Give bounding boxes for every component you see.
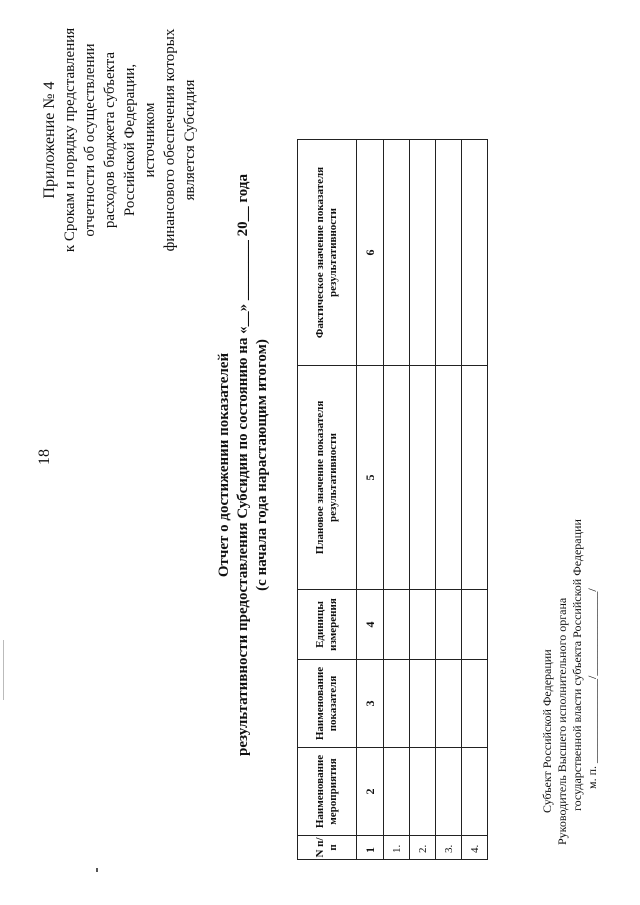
row-number: 3. — [436, 836, 462, 860]
table-cell — [436, 748, 462, 836]
report-title — [215, 155, 272, 775]
table-cell — [384, 140, 410, 366]
page-number: 18 — [36, 449, 53, 465]
column-number: 1 — [357, 836, 384, 860]
appendix-title: Приложение № 4 — [41, 81, 58, 199]
appendix-line: отчетности об осуществлении — [82, 43, 98, 237]
appendix-line: расходов бюджета субъекта — [102, 51, 118, 229]
signature-block — [540, 285, 600, 845]
table-cell — [462, 590, 488, 660]
table-row — [384, 140, 410, 860]
column-number: 5 — [357, 366, 384, 590]
table-cell — [462, 140, 488, 366]
table-cell — [410, 366, 436, 590]
table-cell — [436, 140, 462, 366]
column-number: 6 — [357, 140, 384, 366]
report-title-line: Отчет о достижении показателей — [216, 352, 232, 578]
table-cell — [436, 660, 462, 748]
table-row — [462, 140, 488, 860]
column-header: Плановое значение показателя результативности — [298, 366, 357, 590]
column-header: Единицы измерения — [298, 590, 357, 660]
appendix-line: является Субсидия — [182, 79, 198, 201]
row-number: 1. — [384, 836, 410, 860]
table-cell — [384, 660, 410, 748]
table-cell — [462, 748, 488, 836]
column-number: 3 — [357, 660, 384, 748]
signature-line: м. п. ______________/______________/ — [585, 588, 599, 789]
table-cell — [462, 660, 488, 748]
signature-line: Субъект Российской Федерации — [540, 649, 554, 813]
column-number-row — [357, 140, 384, 860]
table-cell — [384, 748, 410, 836]
scan-edge-mark — [3, 640, 4, 700]
table-cell — [384, 366, 410, 590]
signature-line: государственной власти субъекта Российской Федерации — [570, 519, 584, 811]
appendix-line: финансового обеспечения которых — [162, 28, 178, 252]
table-cell — [462, 366, 488, 590]
table-cell — [436, 366, 462, 590]
report-title-line: результативности предоставления Субсидии по состоянию на «__» ________ 20__ года — [235, 174, 251, 756]
table-cell — [410, 660, 436, 748]
row-number: 2. — [410, 836, 436, 860]
column-header: N п/п — [298, 836, 357, 860]
table-header-row — [298, 140, 357, 860]
table-cell — [410, 590, 436, 660]
table-cell — [410, 140, 436, 366]
column-number: 2 — [357, 748, 384, 836]
table-row — [410, 140, 436, 860]
column-header: Наименование показателя — [298, 660, 357, 748]
table-row — [436, 140, 462, 860]
report-table — [297, 139, 488, 860]
column-header: Фактическое значение показателя результативности — [298, 140, 357, 366]
signature-line: Руководитель Высшего исполнительного органа — [555, 597, 569, 845]
appendix-header — [40, 25, 200, 255]
column-number: 4 — [357, 590, 384, 660]
report-title-line: (с начала года нарастающим итогом) — [254, 339, 270, 591]
appendix-line: к Срокам и порядку представления — [62, 27, 78, 253]
appendix-line: Российской Федерации, источником — [122, 63, 158, 217]
column-header: Наименование мероприятия — [298, 748, 357, 836]
table-cell — [384, 590, 410, 660]
row-number: 4. — [462, 836, 488, 860]
scan-dot — [96, 868, 98, 872]
table-cell — [410, 748, 436, 836]
table-cell — [436, 590, 462, 660]
